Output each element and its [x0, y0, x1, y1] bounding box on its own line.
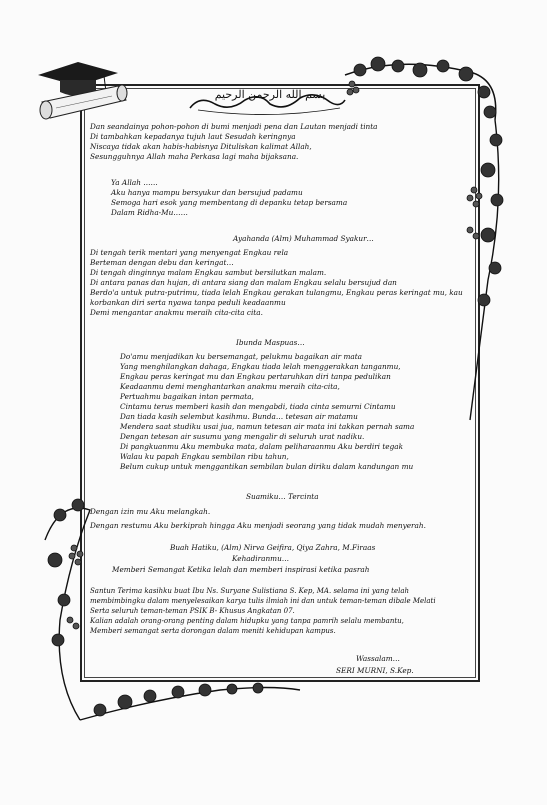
husband-line: Dengan izin mu Aku melangkah.	[90, 507, 211, 516]
intro-line: Niscaya tidak akan habis-habisnya Dituliskan kalimat Allah,	[90, 142, 312, 151]
father-line: Demi mengantar anakmu meraih cita-cita cita.	[90, 308, 263, 317]
father-line: korbankan diri serta nyawa tanpa peduli keadaanmu	[90, 298, 286, 307]
mother-line: Do'amu menjadikan ku bersemangat, pelukmu bagaikan air mata	[120, 352, 363, 361]
prayer-block	[111, 178, 347, 218]
children-heading: Buah Hatiku, (Alm) Nirva Geifira, Qiya Zahra, M.Firaas	[170, 543, 376, 552]
mother-line: Di pangkuanmu Aku membuka mata, dalam peliharaanmu Aku berdiri tegak	[120, 442, 404, 451]
thanks-line: membimbingku dalam menyelesaikan karya tulis ilmiah ini dan untuk teman-teman dibale Melati	[90, 597, 436, 605]
thanks-line: Santun Terima kasihku buat Ibu Ns. Suryane Sulistiana S. Kep, MA. selama ini yang telah	[90, 587, 410, 595]
mother-line: Dan tiada kasih selembut kasihmu. Bunda… tetesan air matamu	[120, 412, 358, 421]
mother-line: Walau ku papah Engkau sembilan ribu tahun,	[120, 452, 289, 461]
mother-line: Dengan tetesan air susumu yang mengalir di seluruh urat nadiku.	[120, 432, 365, 441]
prayer-line: Ya Allah ……	[111, 178, 158, 187]
husband-line: Dengan restumu Aku berkiprah hingga Aku menjadi seorang yang tidak mudah menyerah.	[90, 521, 426, 530]
prayer-line: Aku hanya mampu bersyukur dan bersujud padamu	[111, 188, 303, 197]
father-line: Di tengah terik mentari yang menyengat Engkau rela	[90, 248, 289, 257]
father-line: Di antara panas dan hujan, di antara siang dan malam Engkau selalu bersujud dan	[90, 278, 397, 287]
thanks-line: Kalian adalah orang-orang penting dalam hidupku yang tanpa pamrih selalu membantu,	[90, 617, 404, 625]
mother-line: Yang menghilangkan dahaga, Engkau tiada lelah menggerakkan tanganmu,	[120, 362, 401, 371]
grape-vine-bottom-icon	[80, 683, 300, 720]
intro-quote	[90, 122, 378, 162]
mother-line: Mendera saat studiku usai jua, namun tetesan air mata ini takkan pernah sama	[120, 422, 415, 431]
husband-paragraph	[90, 507, 426, 531]
intro-line: Sesungguhnya Allah maha Perkasa lagi maha bijaksana.	[90, 152, 299, 161]
bismillah-title: بسم الله الرحمن الرحيم	[214, 88, 326, 101]
mother-line: Engkau peras keringat mu dan Engkau pertaruhkan diri tanpa pedulikan	[120, 372, 391, 381]
grape-vine-right-icon	[467, 120, 503, 420]
closing-salam: Wassalam…	[356, 654, 400, 663]
father-line: Berteman dengan debu dan keringat…	[90, 258, 234, 267]
thanks-paragraph	[90, 586, 436, 636]
mother-heading: Ibunda Maspuas…	[236, 338, 305, 347]
signature-name: SERI MURNI, S.Kep.	[336, 666, 414, 675]
children-line: Memberi Semangat Ketika lelah dan memberi inspirasi ketika pasrah	[112, 565, 370, 574]
mother-paragraph	[120, 352, 414, 472]
prayer-line: Semoga hari esok yang membentang di depanku tetap bersama	[111, 198, 348, 207]
grape-vine-left-icon	[45, 499, 90, 720]
grape-vine-top-icon	[345, 57, 496, 120]
mother-line: Belum cukup untuk menggantikan sembilan bulan diriku dalam kandungan mu	[120, 462, 414, 471]
father-line: Di tengah dinginnya malam Engkau sambut bersilutkan malam.	[90, 268, 327, 277]
intro-line: Dan seandainya pohon-pohon di bumi menjadi pena dan Lautan menjadi tinta	[90, 122, 378, 131]
prayer-line: Dalam Ridha-Mu……	[111, 208, 188, 217]
intro-line: Di tambahkan kepadanya tujuh laut Sesudah keringnya	[90, 132, 296, 141]
thanks-line: Serta seluruh teman-teman PSIK B- Khusus Angkatan 07.	[90, 607, 295, 615]
father-heading: Ayahanda (Alm) Muhammad Syakur…	[233, 234, 374, 243]
mother-line: Cintamu terus memberi kasih dan mengabdi, tiada cinta semurni Cintamu	[120, 402, 396, 411]
husband-heading: Suamiku… Tercinta	[246, 492, 319, 501]
mother-line: Keadaanmu demi menghantarkan anakmu meraih cita-cita,	[120, 382, 340, 391]
father-paragraph	[90, 248, 463, 318]
mother-line: Pertuahmu bagaikan intan permata,	[120, 392, 254, 401]
father-line: Berdo'a untuk putra-putrimu, tiada lelah Engkau gerakan tulangmu, Engkau peras keringat mu, kau	[90, 288, 463, 297]
thanks-line: Memberi semangat serta dorongan dalam meniti kehidupan kampus.	[90, 627, 336, 635]
children-subheading: Kehadiranmu…	[232, 554, 290, 563]
